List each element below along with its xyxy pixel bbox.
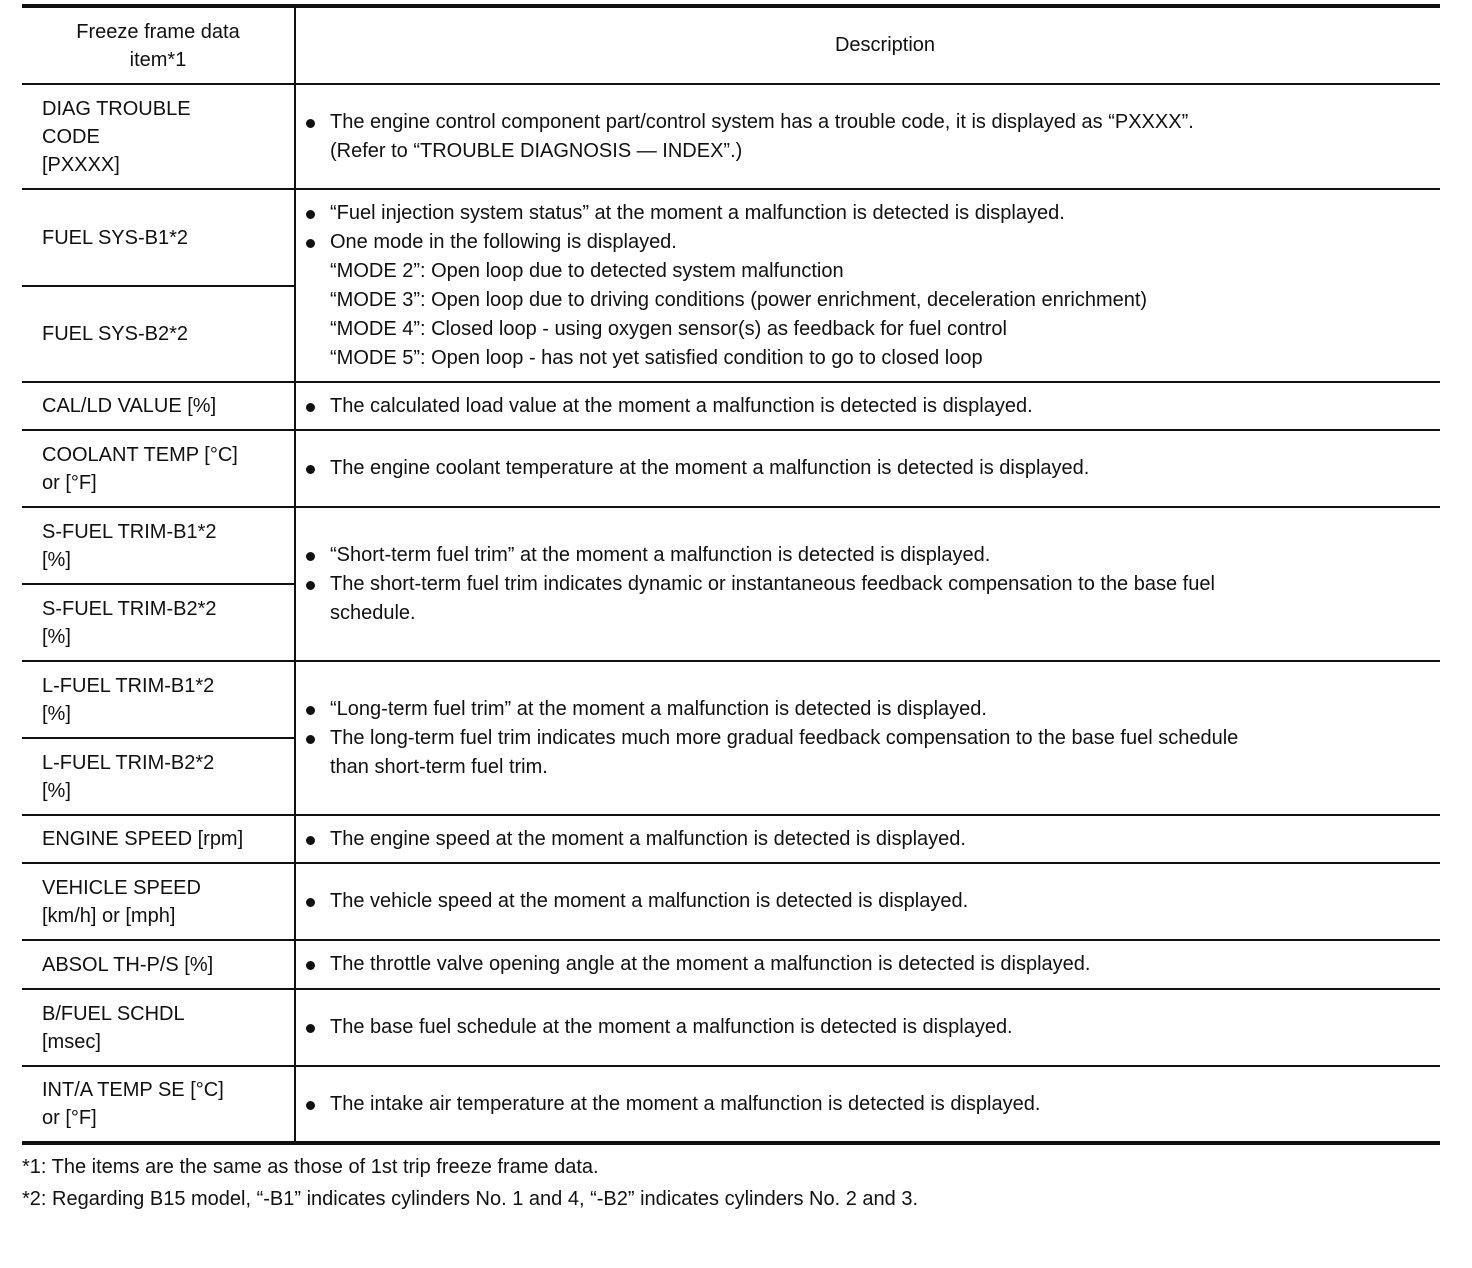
column-header-item — [22, 6, 295, 84]
item-cell — [22, 286, 295, 382]
description-line: The engine speed at the moment a malfunction is detected is displayed. — [330, 827, 966, 850]
description-cell — [295, 815, 1440, 863]
item-cell — [22, 507, 295, 584]
table-row — [22, 189, 1440, 286]
column-header-description: Description — [295, 6, 1440, 84]
bullet-dot-icon — [306, 961, 315, 970]
footnote-1: *1: The items are the same as those of 1st trip freeze frame data. — [22, 1156, 599, 1178]
description-cell — [295, 863, 1440, 940]
description-bullet — [330, 950, 1440, 979]
description-line: “MODE 5”: Open loop - has not yet satisfied condition to go to closed loop — [330, 346, 983, 369]
item-label-line: B/FUEL SCHDL — [42, 1002, 185, 1025]
bullet-dot-icon — [306, 239, 315, 248]
item-label-line: [km/h] or [mph] — [42, 904, 176, 927]
item-cell — [22, 84, 295, 189]
description-line: “MODE 4”: Closed loop - using oxygen sensor(s) as feedback for fuel control — [330, 317, 1007, 340]
item-cell — [22, 989, 295, 1066]
description-bullet — [330, 108, 1440, 166]
item-cell — [22, 940, 295, 989]
description-cell — [295, 84, 1440, 189]
description-cell — [295, 382, 1440, 430]
description-cell — [295, 507, 1440, 661]
description-line: than short-term fuel trim. — [330, 755, 548, 778]
item-label-line: [%] — [42, 548, 71, 571]
bullet-dot-icon — [306, 119, 315, 128]
bullet-dot-icon — [306, 735, 315, 744]
item-label-line: or [°F] — [42, 1107, 97, 1129]
item-cell — [22, 863, 295, 940]
table-row — [22, 989, 1440, 1066]
description-line: “MODE 3”: Open loop due to driving conditions (power enrichment, deceleration enrichment) — [330, 288, 1148, 311]
description-line: The short-term fuel trim indicates dynamic or instantaneous feedback compensation to the base fuel — [330, 572, 1215, 595]
item-cell — [22, 189, 295, 286]
bullet-dot-icon — [306, 1101, 315, 1110]
item-label-line: DIAG TROUBLE — [42, 97, 191, 120]
description-bullet — [330, 1013, 1440, 1042]
item-label-line: INT/A TEMP SE [°C] — [42, 1079, 224, 1101]
item-label-line: ABSOL TH-P/S [%] — [42, 953, 214, 976]
description-bullet — [330, 570, 1440, 628]
description-bullet — [330, 392, 1440, 421]
table-row — [22, 661, 1440, 738]
item-cell — [22, 382, 295, 430]
description-cell — [295, 189, 1440, 382]
description-line: The intake air temperature at the moment a malfunction is detected is displayed. — [330, 1092, 1041, 1115]
table-row — [22, 863, 1440, 940]
table-row — [22, 507, 1440, 584]
item-cell — [22, 1066, 295, 1143]
item-label-line: or [°F] — [42, 471, 97, 494]
bullet-dot-icon — [306, 552, 315, 561]
description-bullet — [330, 454, 1440, 483]
item-label-line: CODE — [42, 125, 100, 148]
description-cell — [295, 1066, 1440, 1143]
header-item-line: Freeze frame data — [76, 20, 240, 43]
description-line: “MODE 2”: Open loop due to detected system malfunction — [330, 259, 844, 282]
bullet-dot-icon — [306, 706, 315, 715]
item-label-line: S-FUEL TRIM-B2*2 — [42, 597, 217, 620]
description-cell — [295, 430, 1440, 507]
description-line: One mode in the following is displayed. — [330, 230, 677, 253]
item-label-line: FUEL SYS-B1*2 — [42, 226, 188, 249]
description-bullet — [330, 228, 1440, 373]
description-bullet — [330, 825, 1440, 854]
description-cell — [295, 989, 1440, 1066]
item-label-line: [msec] — [42, 1030, 101, 1053]
description-line: The long-term fuel trim indicates much more gradual feedback compensation to the base fuel schedule — [330, 726, 1239, 749]
item-cell — [22, 584, 295, 661]
bullet-dot-icon — [306, 465, 315, 474]
description-bullet — [330, 887, 1440, 916]
description-line: The vehicle speed at the moment a malfunction is detected is displayed. — [330, 890, 969, 912]
description-line: The engine control component part/control system has a trouble code, it is displayed as “PXXXX”. — [330, 110, 1194, 133]
description-bullet — [330, 724, 1440, 782]
item-label-line: VEHICLE SPEED — [42, 876, 201, 899]
item-label-line: CAL/LD VALUE [%] — [42, 395, 217, 417]
description-bullet — [330, 541, 1440, 570]
description-cell — [295, 940, 1440, 989]
item-label-line: ENGINE SPEED [rpm] — [42, 828, 244, 850]
description-bullet — [330, 199, 1440, 228]
item-cell — [22, 430, 295, 507]
item-label-line: S-FUEL TRIM-B1*2 — [42, 520, 217, 543]
footnote-2: *2: Regarding B15 model, “-B1” indicates cylinders No. 1 and 4, “-B2” indicates cylinders No. 2 and 3. — [22, 1188, 919, 1210]
description-line: The throttle valve opening angle at the moment a malfunction is detected is displayed. — [330, 953, 1091, 975]
table-row — [22, 815, 1440, 863]
description-line: (Refer to “TROUBLE DIAGNOSIS — INDEX”.) — [330, 139, 743, 162]
description-line: “Long-term fuel trim” at the moment a malfunction is detected is displayed. — [330, 697, 987, 720]
item-label-line: FUEL SYS-B2*2 — [42, 323, 188, 345]
item-label-line: [%] — [42, 625, 71, 648]
table-row — [22, 84, 1440, 189]
description-line: The base fuel schedule at the moment a malfunction is detected is displayed. — [330, 1016, 1013, 1038]
description-bullet — [330, 695, 1440, 724]
description-line: The calculated load value at the moment a malfunction is detected is displayed. — [330, 394, 1033, 417]
item-cell — [22, 661, 295, 738]
description-cell — [295, 661, 1440, 815]
header-item-line: item*1 — [129, 48, 187, 71]
bullet-dot-icon — [306, 210, 315, 219]
item-label-line: L-FUEL TRIM-B2*2 — [42, 751, 215, 774]
item-label-line: [%] — [42, 702, 71, 725]
bullet-dot-icon — [306, 898, 315, 907]
freeze-frame-data-table — [22, 4, 1440, 1145]
description-bullet — [330, 1090, 1440, 1119]
description-line: The engine coolant temperature at the moment a malfunction is detected is displayed. — [330, 457, 1090, 479]
table-header-row — [22, 6, 1440, 84]
table-row — [22, 382, 1440, 430]
description-line: “Short-term fuel trim” at the moment a malfunction is detected is displayed. — [330, 543, 991, 566]
bullet-dot-icon — [306, 1024, 315, 1033]
description-line: schedule. — [330, 601, 416, 624]
bullet-dot-icon — [306, 581, 315, 590]
table-row — [22, 940, 1440, 989]
table-row — [22, 1066, 1440, 1143]
item-label-line: COOLANT TEMP [°C] — [42, 443, 238, 466]
bullet-dot-icon — [306, 836, 315, 845]
table-row — [22, 430, 1440, 507]
description-line: “Fuel injection system status” at the moment a malfunction is detected is displayed. — [330, 201, 1065, 224]
item-cell — [22, 738, 295, 815]
item-cell — [22, 815, 295, 863]
item-label-line: [PXXXX] — [42, 153, 120, 176]
item-label-line: [%] — [42, 779, 71, 802]
bullet-dot-icon — [306, 403, 315, 412]
item-label-line: L-FUEL TRIM-B1*2 — [42, 674, 215, 697]
